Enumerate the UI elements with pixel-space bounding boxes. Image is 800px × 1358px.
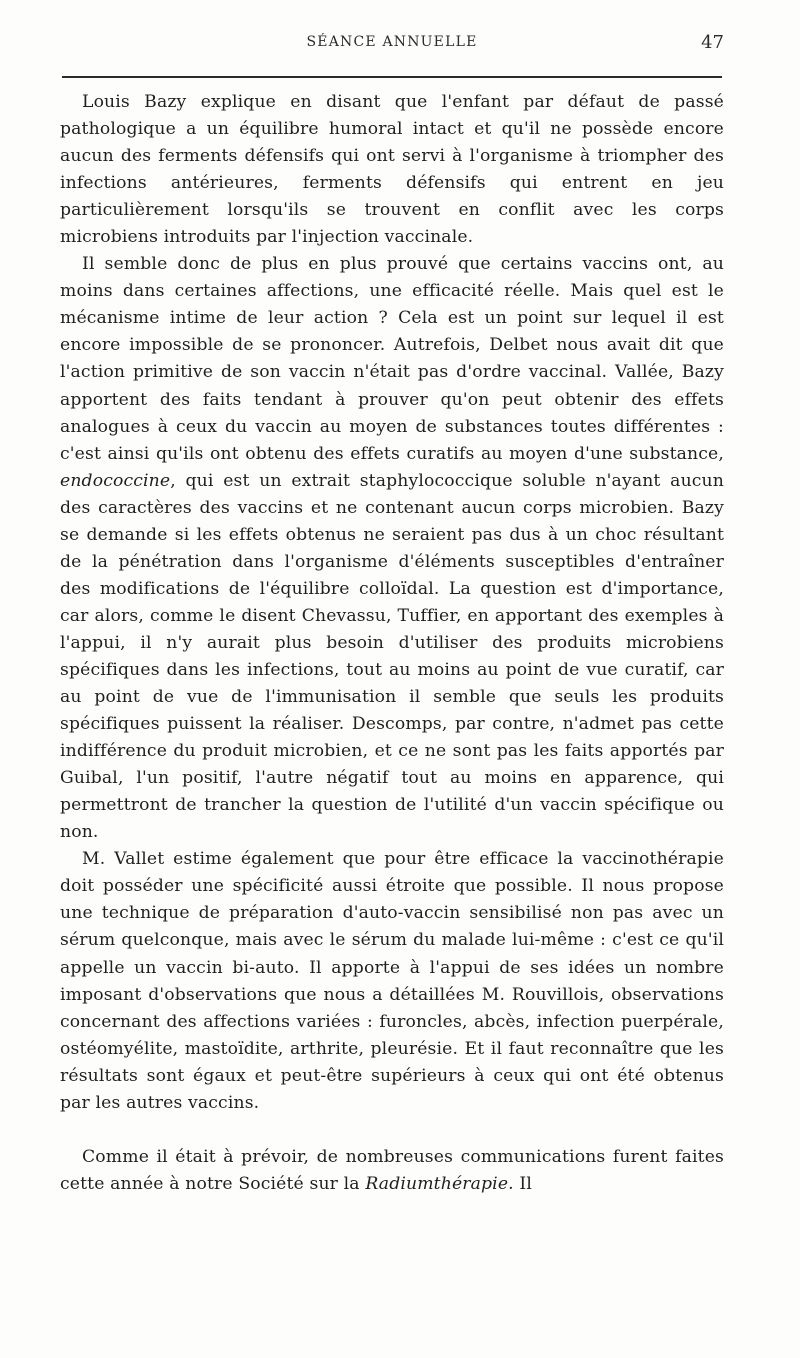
body-text (60, 89, 724, 1198)
page-number: 47 (701, 32, 724, 53)
paragraph-4 (60, 1144, 724, 1198)
paragraph-3 (60, 846, 724, 1116)
paragraph-1 (60, 89, 724, 251)
text-run: Il semble donc de plus en plus prouvé que certains vaccins ont, au moins dans certaines affections, une efficacité réelle. Mais quel est le mécanisme intime de leur action ? Cela est un point sur lequel il est encore impossible de se prononcer. Autrefois, Delbet nous avait dit que l'action primitive de son vaccin n'était pas d'ordre vaccinal. Vallée, Bazy apportent des faits tendant à prouver qu'on peut obtenir des effets analogues à ceux du vaccin au moyen de substances toutes différentes : c'est ainsi qu'ils ont obtenu des effets curatifs au moyen d'une substance, (60, 254, 724, 464)
italic-term: Radiumthérapie (365, 1173, 509, 1194)
italic-term: endococcine (60, 470, 171, 491)
paragraph-2 (60, 251, 724, 846)
text-run: M. Vallet estime également que pour être efficace la vaccinothérapie doit posséder une spécificité aussi étroite que possible. Il nous propose une technique de préparation d'auto-vaccin sensibilisé non pas avec un sérum quelconque, mais avec le sérum du malade lui-même : c'est ce qu'il appelle un vaccin bi-auto. Il apporte à l'appui de ses idées un nombre imposant d'observations que nous a détaillées M. Rouvillois, observations concernant des affections variées : furoncles, abcès, infection puerpérale, ostéomyélite, mastoïdite, arthrite, pleurésie. Et il faut reconnaître que les résultats sont égaux et peut-être supérieurs à ceux qui ont été obtenus par les autres vaccins. (60, 849, 724, 1113)
running-title: SÉANCE ANNUELLE (306, 34, 478, 50)
header-rule (62, 76, 722, 78)
text-run: Comme il était à prévoir, de nombreuses communications furent faites cette année à notre Société sur la (60, 1146, 724, 1194)
text-run: , qui est un extrait staphylococcique soluble n'ayant aucun des caractères des vaccins et ne contenant aucun corps microbien. Bazy se demande si les effets obtenus ne seraient pas dus à un choc résultant de la pénétration dans l'organisme d'éléments susceptibles d'entraîner des modifications de l'équilibre colloïdal. La question est d'importance, car alors, comme le disent Chevassu, Tuffier, en apportant des exemples à l'appui, il n'y aurait plus besoin d'utiliser des produits microbiens spécifiques dans les infections, tout au moins au point de vue curatif, car au point de vue de l'immunisation il semble que seuls les produits spécifiques puissent la réaliser. Descomps, par contre, n'admet pas cette indifférence du produit microbien, et ce ne sont pas les faits apportés par Guibal, l'un positif, l'autre négatif tout au moins en apparence, qui permettront de trancher la question de l'utilité d'un vaccin spécifique ou non. (60, 470, 724, 843)
text-run: . Il (508, 1173, 532, 1194)
running-head (60, 34, 724, 58)
text-run: Louis Bazy explique en disant que l'enfant par défaut de passé pathologique a un équilibre humoral intact et qu'il ne possède encore aucun des ferments défensifs qui ont servi à l'organisme à triompher des infections antérieures, ferments défensifs qui entrent en jeu particulièrement lorsqu'ils se trouvent en conflit avec les corps microbiens introduits par l'injection vaccinale. (60, 92, 724, 248)
